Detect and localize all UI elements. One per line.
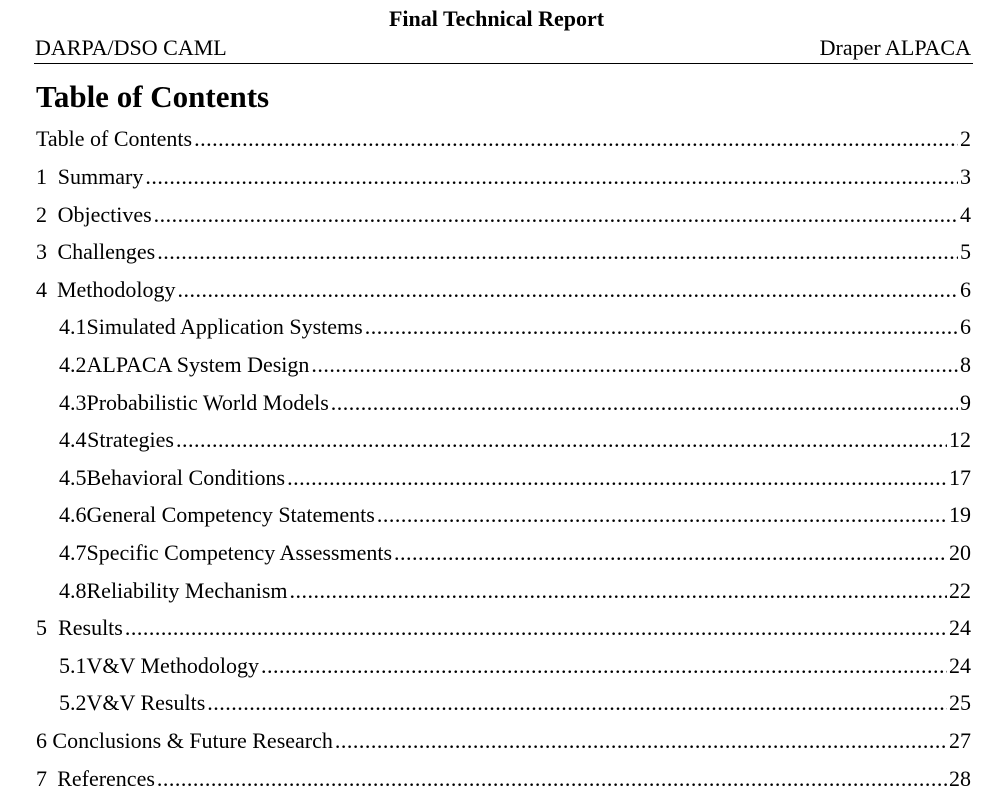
toc-entry-page: 9 bbox=[960, 390, 971, 415]
toc-heading: Table of Contents bbox=[36, 79, 270, 114]
toc-entry-summary[interactable] bbox=[36, 162, 971, 192]
toc-entry-reliability-mechanism[interactable] bbox=[59, 576, 971, 606]
toc-entry-title: ALPACA System Design bbox=[86, 352, 310, 377]
toc-entry-title: References bbox=[57, 766, 155, 791]
toc-entry-title: Reliability Mechanism bbox=[86, 578, 288, 603]
dot-leader bbox=[287, 463, 947, 493]
toc-entry-title: Probabilistic World Models bbox=[86, 390, 329, 415]
dot-leader bbox=[178, 275, 959, 305]
dot-leader bbox=[261, 651, 947, 681]
dot-leader bbox=[365, 312, 958, 342]
toc-entry-number: 6 bbox=[36, 728, 47, 753]
toc-entry-title: V&V Results bbox=[86, 690, 206, 715]
dot-leader bbox=[290, 576, 947, 606]
report-title: Final Technical Report bbox=[388, 6, 605, 31]
toc-entry-number: 1 bbox=[36, 164, 47, 189]
toc-entry-page: 27 bbox=[949, 728, 971, 753]
toc-entry-page: 12 bbox=[949, 427, 971, 452]
toc-entry-probabilistic-world-models[interactable] bbox=[59, 388, 971, 418]
dot-leader bbox=[311, 350, 958, 380]
toc-entry-references[interactable] bbox=[36, 764, 971, 794]
toc-entry-challenges[interactable] bbox=[36, 237, 971, 267]
dot-leader bbox=[157, 764, 947, 794]
toc-entry-title: General Competency Statements bbox=[86, 502, 375, 527]
toc-entry-methodology[interactable] bbox=[36, 275, 971, 305]
toc-entry-vv-results[interactable] bbox=[59, 688, 971, 718]
toc-entry-page: 8 bbox=[960, 352, 971, 377]
dot-leader bbox=[154, 200, 958, 230]
toc-entry-number: 5.1 bbox=[59, 653, 87, 678]
dot-leader bbox=[207, 688, 947, 718]
dot-leader bbox=[145, 162, 958, 192]
toc-entry-page: 6 bbox=[960, 277, 971, 302]
toc-entry-general-competency-statements[interactable] bbox=[59, 500, 971, 530]
toc-entry-number: 4.5 bbox=[59, 465, 87, 490]
toc-entry-page: 6 bbox=[960, 314, 971, 339]
toc-entry-title: Results bbox=[58, 615, 123, 640]
header-program: DARPA/DSO CAML bbox=[35, 35, 227, 60]
toc-entry-simulated-application-systems[interactable] bbox=[59, 312, 971, 342]
toc-entry-strategies[interactable] bbox=[59, 425, 971, 455]
dot-leader bbox=[176, 425, 947, 455]
dot-leader bbox=[394, 538, 947, 568]
toc-entry-title: Summary bbox=[57, 164, 144, 189]
toc-entry-page: 28 bbox=[949, 766, 971, 791]
toc-entry-page: 3 bbox=[960, 164, 971, 189]
toc-entry-page: 4 bbox=[960, 202, 971, 227]
toc-entry-title: Strategies bbox=[87, 427, 174, 452]
toc-entry-page: 2 bbox=[960, 126, 971, 151]
toc-entry-title: Specific Competency Assessments bbox=[86, 540, 393, 565]
toc-entry-alpaca-system-design[interactable] bbox=[59, 350, 971, 380]
dot-leader bbox=[194, 124, 958, 154]
toc-entry-number: 4.7 bbox=[59, 540, 87, 565]
toc-entry-page: 5 bbox=[960, 239, 971, 264]
toc-entry-number: 4.8 bbox=[59, 578, 87, 603]
toc-entry-page: 20 bbox=[949, 540, 971, 565]
toc-entry-conclusions[interactable] bbox=[36, 726, 971, 756]
toc-entry-page: 17 bbox=[949, 465, 971, 490]
toc-entry-title: Simulated Application Systems bbox=[86, 314, 363, 339]
toc-entry-number: 4.2 bbox=[59, 352, 87, 377]
toc-entry-number: 4.3 bbox=[59, 390, 87, 415]
toc-entry-vv-methodology[interactable] bbox=[59, 651, 971, 681]
header-divider bbox=[34, 63, 973, 64]
toc-entry-specific-competency-assessments[interactable] bbox=[59, 538, 971, 568]
dot-leader bbox=[157, 237, 958, 267]
toc-entry-number: 5.2 bbox=[59, 690, 87, 715]
toc-entry-number: 4.4 bbox=[59, 427, 87, 452]
toc-entry-results[interactable] bbox=[36, 613, 971, 643]
toc-entry-number: 3 bbox=[36, 239, 47, 264]
toc-entry-page: 24 bbox=[949, 653, 971, 678]
toc-entry-title: Objectives bbox=[57, 202, 152, 227]
toc-entry-title: V&V Methodology bbox=[86, 653, 260, 678]
dot-leader bbox=[335, 726, 947, 756]
toc-entry-number: 4.6 bbox=[59, 502, 87, 527]
toc-entry-objectives[interactable] bbox=[36, 200, 971, 230]
toc-entry-title: Challenges bbox=[57, 239, 156, 264]
toc-entry-number: 2 bbox=[36, 202, 47, 227]
toc-entry-behavioral-conditions[interactable] bbox=[59, 463, 971, 493]
toc-entry-page: 19 bbox=[949, 502, 971, 527]
toc-entry-page: 24 bbox=[949, 615, 971, 640]
toc-entry-number: 4.1 bbox=[59, 314, 87, 339]
toc-entry-page: 22 bbox=[949, 578, 971, 603]
dot-leader bbox=[331, 388, 958, 418]
dot-leader bbox=[125, 613, 947, 643]
toc-entry-title: Behavioral Conditions bbox=[86, 465, 286, 490]
toc-entry-title: Table of Contents bbox=[36, 126, 193, 151]
header-project: Draper ALPACA bbox=[819, 35, 971, 60]
toc-entry-title: Methodology bbox=[56, 277, 176, 302]
toc-entry-number: 7 bbox=[36, 766, 47, 791]
dot-leader bbox=[377, 500, 947, 530]
toc-entry-number: 5 bbox=[36, 615, 47, 640]
toc-entry-number: 4 bbox=[36, 277, 47, 302]
toc-entry-title: Conclusions & Future Research bbox=[52, 728, 333, 753]
toc-entry-page: 25 bbox=[949, 690, 971, 715]
toc-entry-table-of-contents[interactable] bbox=[36, 124, 971, 154]
